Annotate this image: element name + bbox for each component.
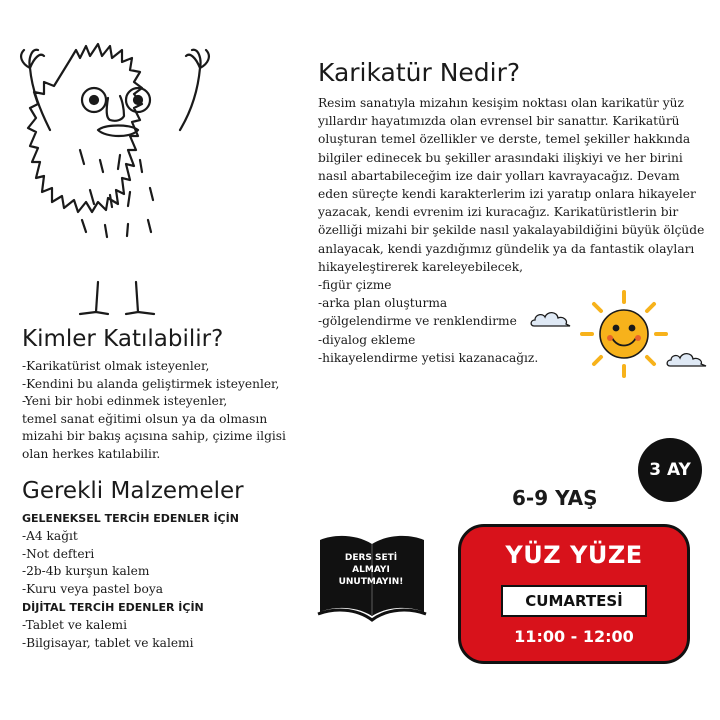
materials-list bbox=[22, 510, 322, 652]
skill-item: -diyalog ekleme bbox=[318, 332, 416, 347]
skill-item: -gölgelendirme ve renklendirme bbox=[318, 314, 517, 329]
who-line: -Kendini bu alanda geliştirmek isteyenler, bbox=[22, 376, 280, 391]
skill-item: -arka plan oluşturma bbox=[318, 296, 448, 311]
who-line: -Yeni bir hobi edinmek isteyenler, bbox=[22, 394, 228, 408]
reminder-text: DERS SETİ ALMAYI UNUTMAYIN! bbox=[338, 553, 404, 587]
material-item: -Tablet ve kalemi bbox=[22, 617, 128, 632]
material-item: -Not defteri bbox=[22, 546, 95, 561]
traditional-heading: GELENEKSEL TERCİH EDENLER İÇİN bbox=[22, 512, 239, 525]
digital-heading: DİJİTAL TERCİH EDENLER İÇİN bbox=[22, 600, 204, 614]
about-title: Karikatür Nedir? bbox=[318, 58, 521, 87]
who-line: mizahi bir bakış açısına sahip, çizime ilgisi bbox=[22, 429, 286, 443]
who-title: Kimler Katılabilir? bbox=[22, 326, 224, 352]
about-description bbox=[318, 94, 710, 367]
format-label: YÜZ YÜZE bbox=[505, 541, 643, 569]
material-item: -A4 kağıt bbox=[22, 528, 78, 543]
who-line: olan herkes katılabilir. bbox=[22, 446, 161, 461]
material-item: -Bilgisayar, tablet ve kalemi bbox=[22, 635, 194, 650]
who-line: -Karikatürist olmak isteyenler, bbox=[22, 359, 210, 373]
duration-badge: 3 AY bbox=[638, 438, 702, 502]
materials-title: Gerekli Malzemeler bbox=[22, 478, 244, 504]
who-list bbox=[22, 358, 322, 463]
time-range: 11:00 - 12:00 bbox=[514, 627, 634, 646]
monster-illustration bbox=[10, 20, 220, 320]
skill-item: -figür çizme bbox=[318, 278, 392, 293]
day-label: CUMARTESİ bbox=[501, 585, 647, 617]
who-line: temel sanat eğitimi olsun ya da olmasın bbox=[22, 411, 268, 426]
material-item: -Kuru veya pastel boya bbox=[22, 582, 163, 597]
schedule-card bbox=[458, 524, 690, 664]
material-item: -2b-4b kurşun kalem bbox=[22, 564, 150, 579]
skill-item: -hikayelendirme yetisi kazanacağız. bbox=[318, 350, 539, 365]
age-range: 6-9 YAŞ bbox=[512, 486, 598, 510]
about-paragraph: Resim sanatıyla mizahın kesişim noktası olan karikatür yüz yıllardır hayatımızda olan evrensel bir sanattır. Karikatürü oluşturan temel özellikler ve derste, temel şekiller hakkında bilgiler edinecek bu şekiller arasındaki ilişkiyi ve her birini nasıl abartabileceğim ize dair yolları kavrayacağız. Devam eden süreçte kendi karakterlerim izi yaratıp onlara hikayeler yazacak, kendi evrenim izi kuracağız. Karikatüristlerin bir özelliği mizahi bir şekilde nasıl yakalayabildiğini büyük ölçüde anlayacak, kendi yazdığımız gündelik ya da fantastik olayları hikayeleştirerek kareleyebilecek, bbox=[318, 96, 705, 274]
